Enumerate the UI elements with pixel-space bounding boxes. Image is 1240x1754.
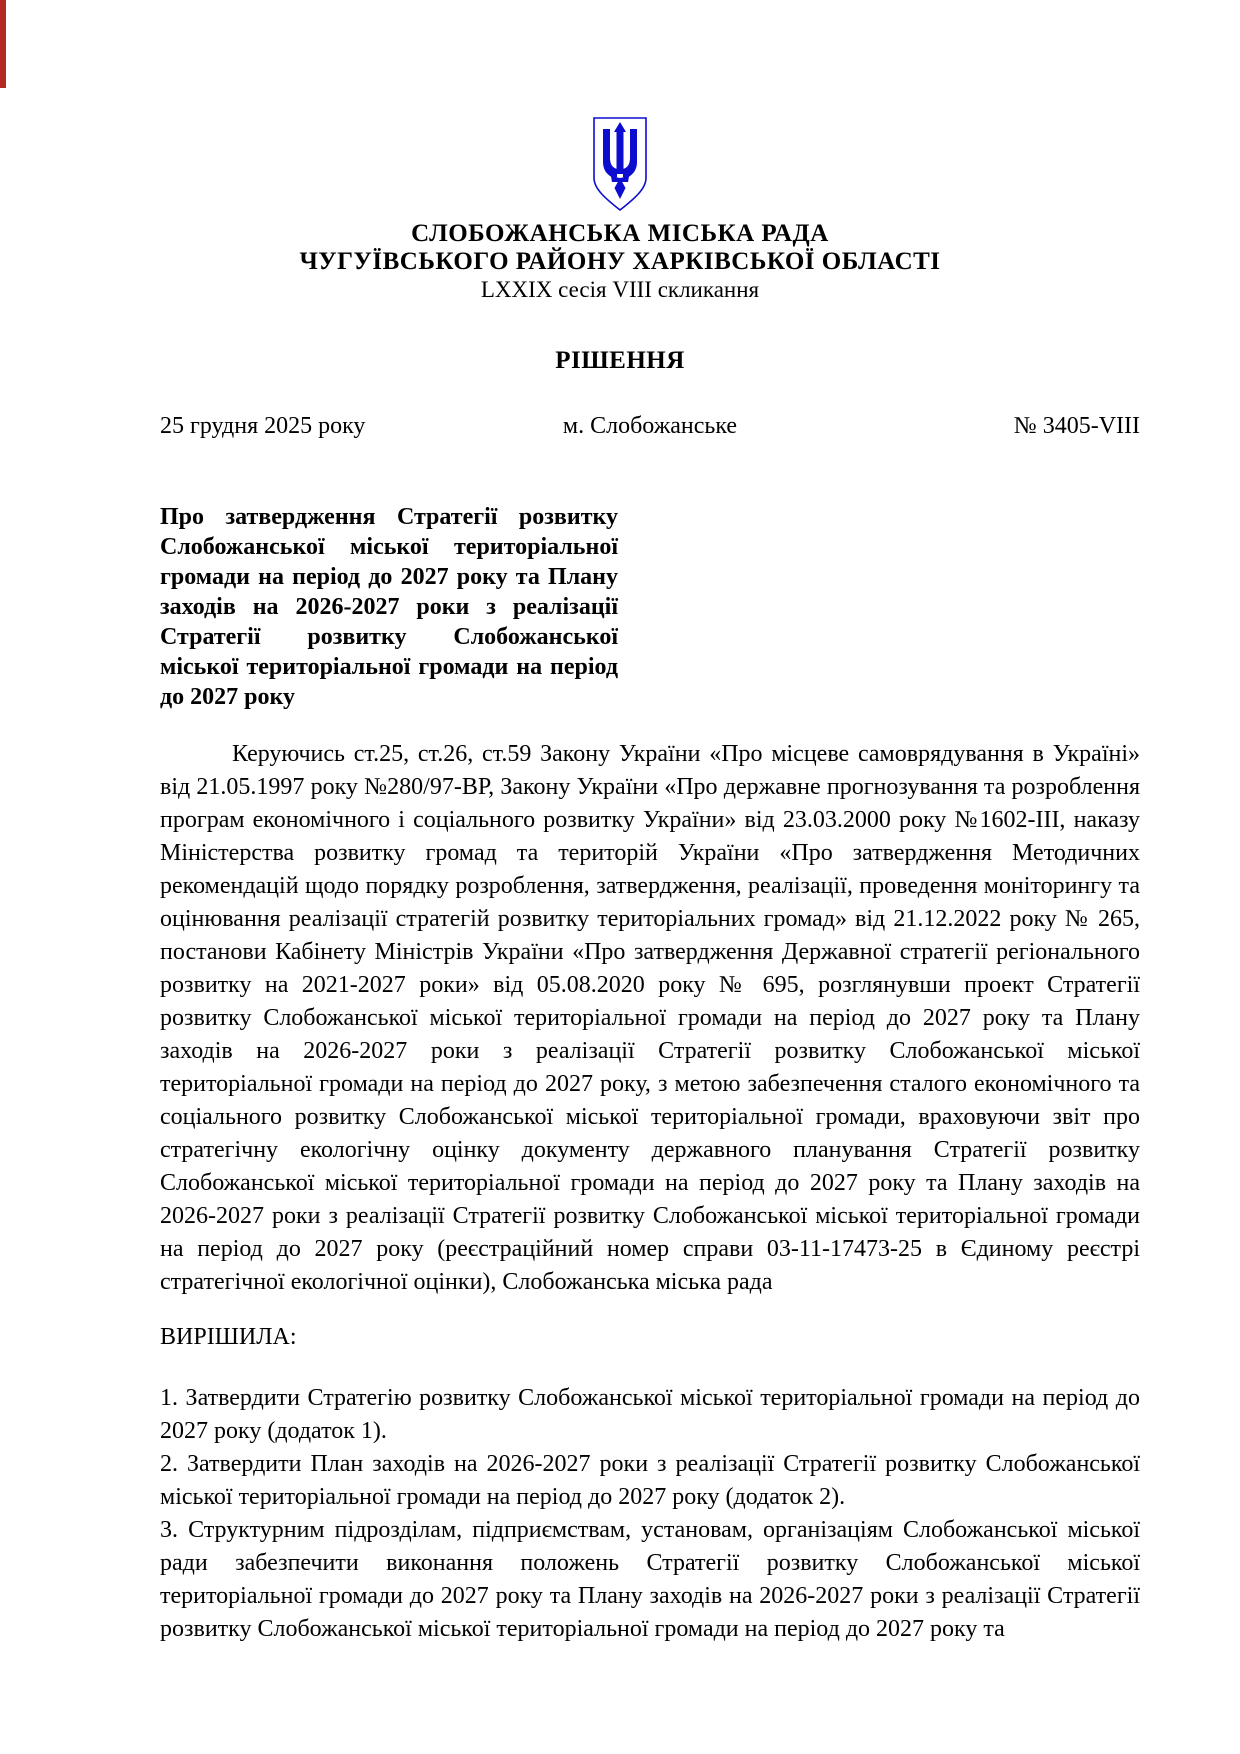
document-header: [0, 116, 1240, 375]
ukraine-trident-icon: [592, 116, 648, 214]
subject-paragraph: Про затвердження Стратегії розвитку Слобожанської міської територіальної громади на період до 2027 року та Плану заходів на 2026-2027 роки з реалізації Стратегії розвитку Слобожанської міської територіальної громади на період до 2027 року: [160, 504, 618, 710]
resolution-items: [160, 1382, 1140, 1646]
org-region: ЧУГУЇВСЬКОГО РАЙОНУ ХАРКІВСЬКОЇ ОБЛАСТІ: [299, 248, 941, 275]
doc-date: 25 грудня 2025 року: [160, 413, 366, 439]
session-line: LXXIX сесія VIII скликання: [480, 277, 760, 302]
doc-meta-row: [160, 413, 1140, 440]
preamble-paragraph: Керуючись ст.25, ст.26, ст.59 Закону України «Про місцеве самоврядування в Україні» від 21.05.1997 року №280/97-ВР, Закону України «Про державне прогнозування та розроблення програм економічного і соціального розвитку України» від 23.03.2000 року №1602-ІІІ, наказу Міністерства розвитку громад та територій України «Про затвердження Методичних рекомендацій щодо порядку розроблення, затвердження, реалізації, проведення моніторингу та оцінювання реалізації стратегій розвитку територіальних громад» від 21.12.2022 року № 265, постанови Кабінету Міністрів України «Про затвердження Державної стратегії регіонального розвитку на 2021-2027 роки» від 05.08.2020 року № 695, розглянувши проект Стратегії розвитку Слобожанської міської територіальної громади на період до 2027 року та Плану заходів на 2026-2027 роки з реалізації Стратегії розвитку Слобожанської міської територіальної громади на період до 2027 року, з метою забезпечення сталого економічного та соціального розвитку Слобожанської міської територіальної громади, враховуючи звіт про стратегічну екологічну оцінку документу державного планування Стратегії розвитку Слобожанської міської територіальної громади на період до 2027 року та Плану заходів на 2026-2027 роки з реалізації Стратегії розвитку Слобожанської міської територіальної громади на період до 2027 року (реєстраційний номер справи 03-11-17473-25 в Єдиному реєстрі стратегічної екологічної оцінки), Слобожанська міська рада: [160, 741, 1140, 1295]
doc-number: № 3405-VIII: [1013, 413, 1140, 439]
resolution-item: 3. Структурним підрозділам, підприємствам, установам, організаціям Слобожанської міської ради забезпечити виконання положень Стратегії розвитку Слобожанської міської територіальної громади до 2027 року та Плану заходів на 2026-2027 роки з реалізації Стратегії розвитку Слобожанської міської територіальної громади на період до 2027 року та: [160, 1517, 1140, 1642]
doc-place: м. Слобожанське: [562, 413, 738, 439]
resolution-item: 2. Затвердити План заходів на 2026-2027 роки з реалізації Стратегії розвитку Слобожанської міської територіальної громади на період до 2027 року (додаток 2).: [160, 1451, 1140, 1510]
resolved-label: ВИРІШИЛА:: [160, 1324, 297, 1350]
resolution-item: 1. Затвердити Стратегію розвитку Слобожанської міської територіальної громади на період до 2027 року (додаток 1).: [160, 1385, 1140, 1444]
org-name: СЛОБОЖАНСЬКА МІСЬКА РАДА: [411, 220, 829, 247]
scan-edge-artifact: [0, 0, 6, 88]
doc-type-title: РІШЕННЯ: [555, 347, 685, 374]
